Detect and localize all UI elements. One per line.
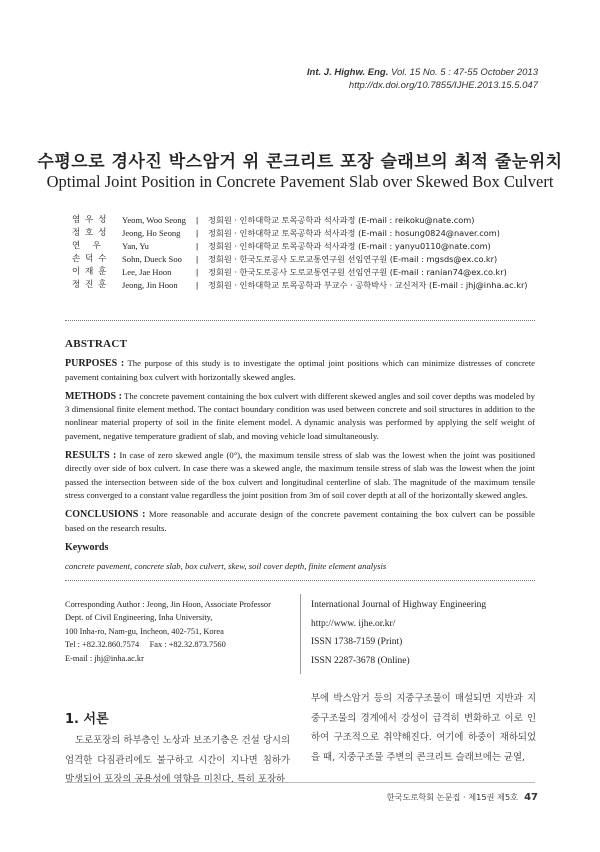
journal-info-block	[311, 596, 486, 670]
abstract-results	[65, 449, 535, 502]
divider-bottom	[65, 580, 535, 581]
section-heading: 1. 서론	[65, 712, 109, 727]
author-name-ko: 손 덕 수	[72, 254, 108, 264]
title-korean: 수평으로 경사진 박스암거 위 콘크리트 포장 슬래브의 최적 줄눈위치	[37, 152, 563, 172]
author-affiliation: 정회원 · 한국도로공사 도로교통연구원 선임연구원 (E-mail : mgsds@ex.co.kr)	[208, 254, 498, 264]
purposes-label: PURPOSES :	[65, 358, 125, 370]
author-affiliation: 정회원 · 인하대학교 토목공학과 석사과정 (E-mail : reikoku@nate.com)	[208, 215, 475, 225]
abstract-methods	[65, 390, 535, 443]
conclusions-text: More reasonable and accurate design of the concrete pavement containing the box culvert can be possible based on the research results.	[65, 509, 535, 533]
author-name-en: Yan, Yu	[122, 241, 149, 251]
author-name-ko: 정 진 훈	[72, 280, 108, 290]
correspondence-line: Tel : +82.32.860.7574 Fax : +82.32.873.7560	[65, 640, 226, 650]
author-separator: |	[196, 228, 199, 238]
author-name-ko: 이 재 훈	[72, 267, 108, 277]
footer-rule	[65, 782, 535, 783]
author-row	[72, 227, 528, 240]
results-label: RESULTS :	[65, 450, 117, 462]
author-name-en: Sohn, Dueck Soo	[122, 254, 182, 264]
author-separator: |	[196, 241, 199, 251]
author-affiliation: 정회원 · 인하대학교 토목공학과 부교수 · 공학박사 · 교신저자 (E-mail : jhj@inha.ac.kr)	[208, 280, 528, 290]
correspondence-block	[65, 598, 271, 665]
author-list	[72, 214, 528, 292]
author-row	[72, 214, 528, 227]
author-separator: |	[196, 254, 199, 264]
author-name-ko: 연 우	[72, 241, 102, 251]
volume-info: Vol. 15 No. 5 : 47-55 October 2013	[391, 67, 538, 78]
correspondence-line: 100 Inha-ro, Nam-gu, Incheon, 402-751, Korea	[65, 626, 224, 636]
results-text: In case of zero skewed angle (0°), the maximum tensile stress of slab was the lowest when the joint was positioned directly over side of box culvert. In case there was a skewed angle, the maximum tensile stress of slab was the lowest when the joint passed the intersection between side of the box culvert and longitudinal centerline of slab. The magnitude of the maximum tensile stress converged to a constant value regardless the joint position from 3m of soil cover depth at all of the horizontally skewed angles.	[65, 450, 535, 500]
correspondence-line: Dept. of Civil Engineering, Inha University,	[65, 613, 213, 623]
journal-abbr: Int. J. Highw. Eng.	[306, 67, 389, 78]
author-name-en: Yeom, Woo Seong	[122, 215, 186, 225]
page-footer	[387, 792, 538, 803]
author-name-en: Jeong, Jin Hoon	[122, 280, 178, 290]
author-row	[72, 279, 528, 292]
doi-link[interactable]: http://dx.doi.org/10.7855/IJHE.2013.15.5.047	[348, 80, 538, 91]
author-name-en: Jeong, Ho Seong	[122, 228, 181, 238]
journal-header	[307, 66, 538, 92]
abstract-heading: ABSTRACT	[65, 338, 128, 350]
title-english: Optimal Joint Position in Concrete Pavement Slab over Skewed Box Culvert	[46, 172, 554, 191]
methods-label: METHODS :	[65, 390, 122, 402]
abstract-purposes	[65, 357, 535, 384]
author-row	[72, 253, 528, 266]
info-divider	[300, 594, 301, 674]
purposes-text: The purpose of this study is to investigate the optimal joint positions which can minimize distresses of concrete pavement containing box culvert with horizontally skewed angles.	[65, 358, 536, 382]
keywords-text: concrete pavement, concrete slab, box culvert, skew, soil cover depth, finite element analysis	[65, 561, 387, 572]
journal-name: International Journal of Highway Engineering	[311, 600, 487, 610]
abstract-conclusions	[65, 508, 535, 535]
correspondence-line: Corresponding Author : Jeong, Jin Hoon, Associate Professor	[65, 600, 271, 609]
author-affiliation: 정회원 · 인하대학교 토목공학과 석사과정 (E-mail : yanyu0110@nate.com)	[208, 241, 491, 251]
divider-top	[65, 320, 535, 321]
conclusions-label: CONCLUSIONS :	[65, 509, 146, 521]
author-name-en: Lee, Jae Hoon	[122, 267, 172, 277]
body-text-left: 도로포장의 하부층인 노상과 보조기층은 건설 당시의 엄격한 다짐관리에도 불구하고 시간이 지나면 침하가 발생되어 포장의 공용성에 영향을 미친다. 특히 포장하	[65, 735, 290, 785]
journal-url[interactable]: http://www. ijhe.or.kr/	[311, 618, 396, 629]
author-name-ko: 염 우 성	[72, 215, 108, 225]
author-affiliation: 정회원 · 인하대학교 토목공학과 석사과정 (E-mail : hosung0824@naver.com)	[208, 228, 500, 238]
body-text-right: 부에 박스암거 등의 지중구조물이 매설되면 지반과 지중구조물의 경계에서 강성이 급격히 변화하고 이로 인하여 구조적으로 취약해진다. 여기에 하중이 재하되었을 때, 지중구조물 주변의 콘크리트 슬래브에는 균열,	[311, 693, 536, 763]
footer-journal: 한국도로학회 논문집 · 제15권 제5호	[386, 792, 519, 802]
issn-print: ISSN 1738-7159 (Print)	[311, 637, 403, 647]
author-separator: |	[196, 215, 199, 225]
abstract	[65, 338, 535, 579]
keywords-heading: Keywords	[65, 541, 109, 553]
issn-online: ISSN 2287-3678 (Online)	[311, 655, 410, 666]
methods-text: The concrete pavement containing the box culvert with different skewed angles and soil cover depths was modeled by 3 dimensional finite element method. The contact boundary condition was used between concrete and soil structures in addition to the nonlinear material property of soil in the finite element model. A dynamic analysis was performed by applying the self weight of pavement, negative temperature gradient of slab, and moving vehicle load simultaneously.	[65, 390, 535, 441]
correspondence-email[interactable]: E-mail : jhj@inha.ac.kr	[65, 653, 144, 663]
author-row	[72, 266, 528, 279]
page-number: 47	[524, 792, 538, 803]
author-name-ko: 정 호 성	[72, 228, 108, 238]
author-separator: |	[196, 280, 199, 290]
author-separator: |	[196, 267, 199, 277]
author-affiliation: 정회원 · 한국도로공사 도로교통연구원 선임연구원 (E-mail : ranian74@ex.co.kr)	[208, 267, 507, 277]
author-row	[72, 240, 528, 253]
